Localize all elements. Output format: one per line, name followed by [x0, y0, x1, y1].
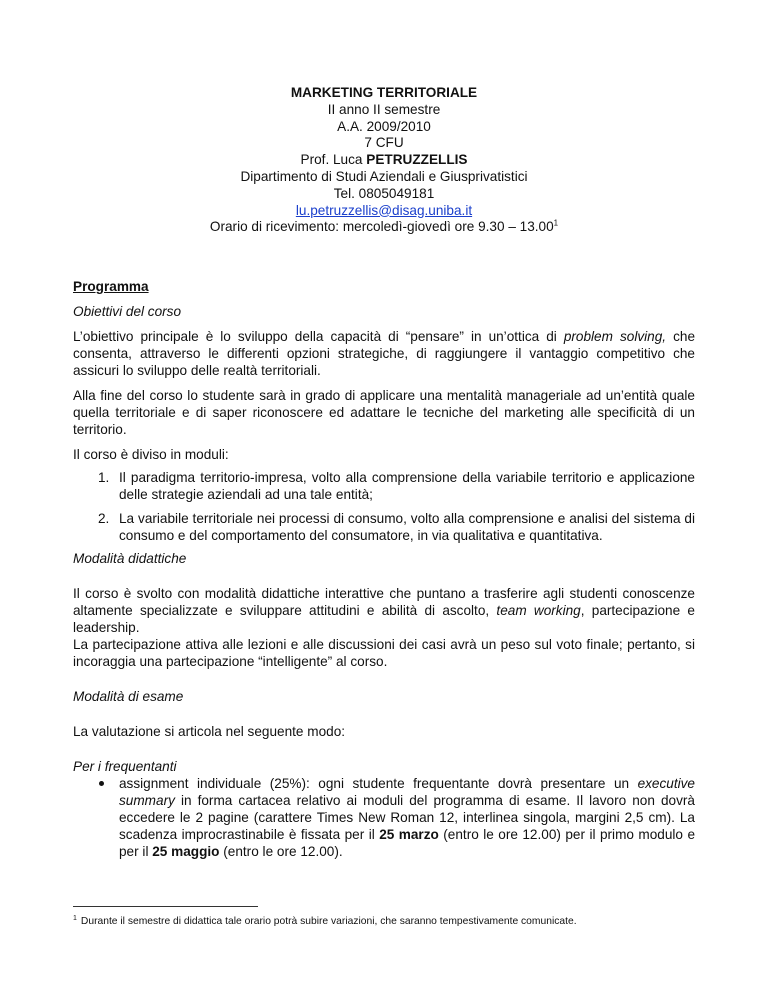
footnote: [73, 915, 713, 928]
phone: Tel. 0805049181: [333, 185, 435, 201]
course-title: MARKETING TERRITORIALE: [290, 85, 478, 100]
bullet-icon: [99, 781, 104, 786]
obiettivi-heading: Obiettivi del corso: [73, 304, 182, 320]
deadline-date-1: 25 marzo: [379, 827, 439, 843]
list-number: 2.: [98, 511, 110, 527]
text-run: in forma cartacea relativo ai moduli del programma di esame. Il lavoro non dovrà eccedere le 2 pagine (carattere Times New Roman 12, interlinea singola, margini 2,5 cm). La scadenza improcrastinabile è fissata per il: [119, 793, 695, 843]
modules-list: [73, 469, 695, 544]
text-run: (entro le ore 12.00).: [219, 844, 343, 860]
list-text: Il paradigma territorio-impresa, volto alla comprensione della variabile territorio e applicazione delle strategie aziendali ad una tale entità;: [119, 470, 695, 503]
deadline-date-2: 25 maggio: [152, 844, 220, 860]
moduli-intro: Il corso è diviso in moduli:: [73, 447, 229, 463]
didattiche-paragraph: [73, 585, 695, 636]
department: Dipartimento di Studi Aziendali e Giusprivatistici: [240, 168, 528, 184]
office-hours-line: [73, 218, 695, 235]
office-hours: Orario di ricevimento: mercoledì-giovedì ore 9.30 – 13.00: [209, 219, 554, 235]
emphasis-executive-summary: executive summary: [119, 776, 695, 809]
frequentanti-heading: Per i frequentanti: [73, 759, 177, 775]
course-credits: 7 CFU: [364, 135, 404, 151]
course-header: [73, 84, 695, 235]
didattiche-heading: Modalità didattiche: [73, 551, 187, 567]
footnote-reference[interactable]: 1: [553, 218, 559, 228]
text-run: assignment individuale (25%): ogni studente frequentante dovrà presentare un: [119, 776, 638, 792]
list-text: La variabile territoriale nei processi di consumo, volto alla comprensione e analisi del sistema di consumo e del comportamento del consumatore, in via qualitativa e quantitativa.: [119, 511, 695, 544]
emphasis-problem-solving: problem solving,: [563, 329, 667, 345]
list-item: [73, 469, 695, 503]
text-run: (entro le ore 12.00) per il primo modulo e per il: [119, 827, 696, 860]
programma-heading: Programma: [73, 279, 149, 295]
obiettivi-paragraph: [73, 328, 695, 379]
email-link[interactable]: lu.petruzzellis@disag.uniba.it: [295, 202, 473, 218]
footnote-separator: [73, 906, 258, 907]
list-item: [73, 510, 695, 544]
document-page: [73, 84, 695, 860]
didattiche-paragraph-2: La partecipazione attiva alle lezioni e alle discussioni dei casi avrà un peso sul voto finale; pertanto, si incoraggia una partecipazione “intelligente” al corso.: [73, 637, 695, 670]
professor-line: [73, 151, 695, 168]
list-number: 1.: [98, 470, 110, 486]
course-year: II anno II semestre: [327, 101, 441, 117]
esame-list: [73, 775, 695, 860]
footnote-text: Durante il semestre di didattica tale orario potrà subire variazioni, che saranno tempestivamente comunicate.: [80, 916, 577, 927]
obiettivi-paragraph-2: Alla fine del corso lo studente sarà in grado di applicare una mentalità manageriale ad un’entità quale quella territoriale e di saper riconoscere ed adattare le tecniche del marketing alle specificità di un territorio.: [73, 388, 695, 438]
text-run: L’obiettivo principale è lo sviluppo della capacità di “pensare” in un’ottica di: [73, 329, 564, 345]
list-item: [73, 775, 695, 860]
footnote-mark: 1: [73, 914, 77, 922]
esame-intro: La valutazione si articola nel seguente modo:: [73, 724, 346, 740]
text-run: , partecipazione e leadership.: [73, 603, 695, 636]
professor-prefix: Prof. Luca: [300, 152, 367, 168]
emphasis-team-working: team working: [496, 603, 581, 619]
text-run: che consenta, attraverso le differenti opzioni strategiche, di raggiungere il vantaggio competitivo che assicuri lo sviluppo delle realtà territoriali.: [73, 329, 696, 379]
esame-heading: Modalità di esame: [73, 689, 184, 705]
academic-year: A.A. 2009/2010: [337, 118, 431, 134]
professor-surname: PETRUZZELLIS: [366, 152, 468, 168]
text-run: Il corso è svolto con modalità didattiche interattive che puntano a trasferire agli studenti conoscenze altamente specializzate e sviluppare attitudini e abilità di ascolto,: [73, 586, 695, 619]
programma-section: [73, 278, 695, 860]
